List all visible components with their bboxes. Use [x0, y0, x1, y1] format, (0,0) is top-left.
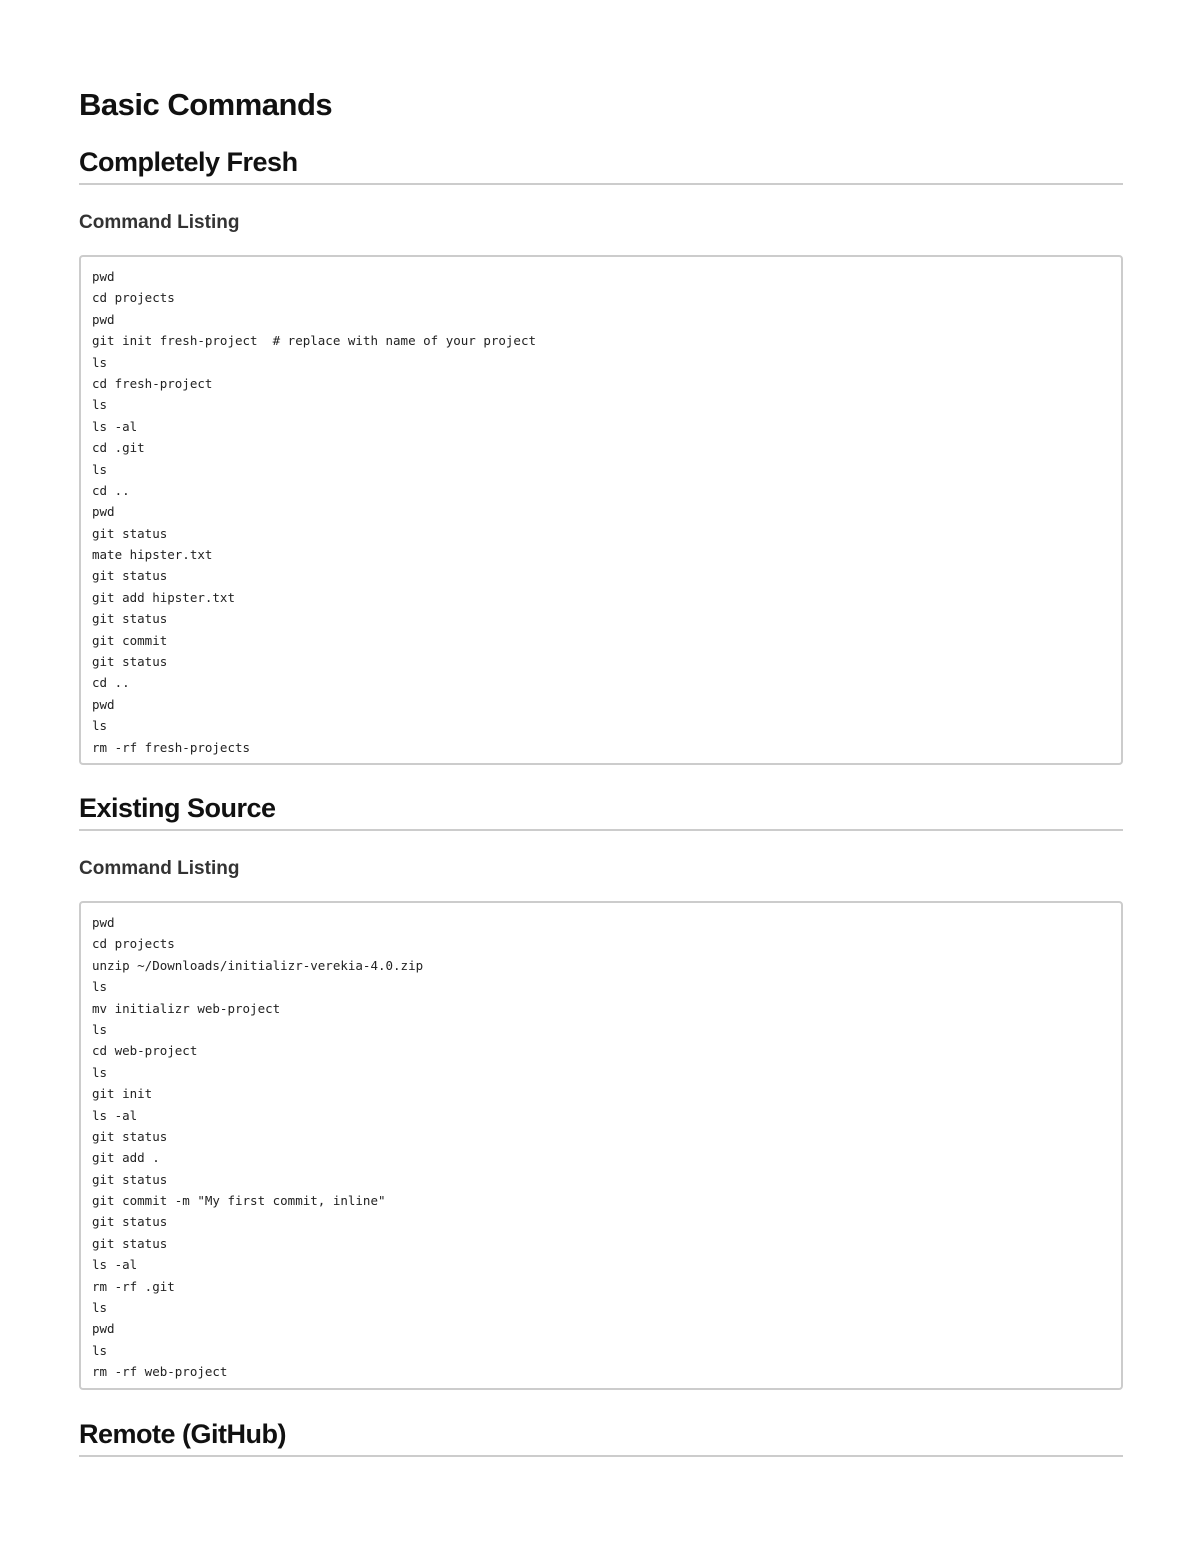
code-line: ls: [92, 1342, 108, 1358]
code-block-existing-source: [79, 901, 1123, 1390]
code-line: cd ..: [92, 482, 130, 498]
code-line: unzip ~/Downloads/initializr-verekia-4.0.zip: [92, 957, 424, 973]
code-line: git status: [92, 525, 168, 541]
code-line: ls: [92, 1064, 108, 1080]
code-line: mv initializr web-project: [92, 1000, 281, 1016]
code-line: ls: [92, 354, 108, 370]
code-line: git commit: [92, 632, 168, 648]
code-line: git status: [92, 654, 168, 670]
code-line: ls -al: [92, 1257, 138, 1273]
code-line: pwd: [92, 311, 115, 327]
code-line: cd web-project: [92, 1043, 198, 1059]
code-line: ls: [92, 979, 108, 995]
code-line: git commit -m "My first commit, inline": [92, 1193, 386, 1209]
code-line: cd projects: [92, 290, 175, 306]
section-heading-remote-github: Remote (GitHub): [79, 1417, 1123, 1457]
page-title: Basic Commands: [79, 87, 333, 122]
code-line: pwd: [92, 269, 115, 284]
code-line: cd ..: [92, 675, 130, 691]
code-line: pwd: [92, 1321, 115, 1337]
code-line: rm -rf .git: [92, 1278, 175, 1294]
code-line: cd fresh-project: [92, 375, 213, 391]
code-line: cd projects: [92, 936, 175, 952]
code-line: git status: [92, 611, 168, 627]
code-line: pwd: [92, 504, 115, 520]
code-line: ls: [92, 461, 108, 477]
command-listing-label: Command Listing: [79, 858, 240, 879]
code-line: git add .: [92, 1150, 160, 1166]
code-line: ls: [92, 397, 108, 413]
command-listing-label: Command Listing: [79, 212, 240, 233]
code-line: ls: [92, 718, 108, 734]
code-block-completely-fresh: [79, 255, 1123, 765]
code-line: git add hipster.txt: [92, 589, 235, 605]
code-line: git status: [92, 1128, 168, 1144]
code-line: rm -rf web-project: [92, 1364, 228, 1380]
code-line: ls: [92, 1300, 108, 1316]
code-line: git status: [92, 568, 168, 584]
code-line: git init fresh-project # replace with name of your project: [92, 333, 537, 349]
section-heading-completely-fresh: Completely Fresh: [79, 145, 1123, 185]
code-line: git status: [92, 1214, 168, 1230]
code-line: pwd: [92, 696, 115, 712]
code-line: git status: [92, 1171, 168, 1187]
code-line: git status: [92, 1235, 168, 1251]
code-line: mate hipster.txt: [92, 547, 213, 563]
code-line: rm -rf fresh-projects: [92, 739, 251, 755]
code-line: ls -al: [92, 418, 138, 434]
code-line: ls -al: [92, 1107, 138, 1123]
section-heading-existing-source: Existing Source: [79, 791, 1123, 831]
code-line: git init: [92, 1086, 153, 1102]
code-line: cd .git: [92, 440, 145, 456]
code-line: pwd: [92, 915, 115, 930]
code-line: ls: [92, 1021, 108, 1037]
